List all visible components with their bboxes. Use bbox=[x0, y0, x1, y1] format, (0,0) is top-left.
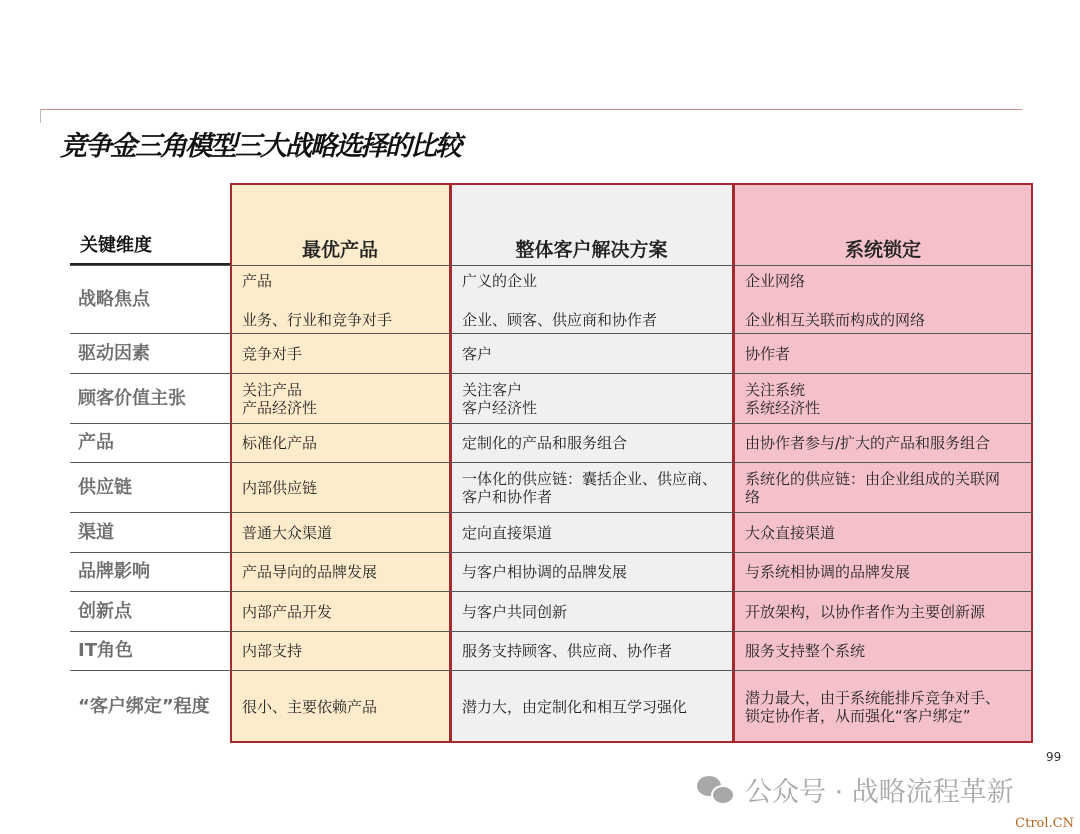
cell-line: 很小、主要依赖产品 bbox=[242, 697, 378, 716]
table-cell bbox=[733, 333, 1033, 373]
cell-line: 企业相互关联而构成的网络 bbox=[745, 311, 926, 329]
cell-line: 定向直接渠道 bbox=[462, 523, 553, 542]
slide-title: 竞争金三角模型三大战略选择的比较 bbox=[60, 131, 460, 162]
table-cell bbox=[230, 265, 450, 333]
row-label: 创新点 bbox=[70, 591, 230, 631]
cell-line: 潜力最大，由于系统能排斥竞争对手、 bbox=[745, 688, 1001, 707]
cell-line: 由协作者参与/扩大的产品和服务组合 bbox=[745, 434, 991, 452]
cell-line: 关注客户 bbox=[462, 380, 523, 399]
cell-line: 标准化产品 bbox=[242, 434, 318, 452]
table-cell bbox=[733, 512, 1033, 552]
cell-line: 锁定协作者，从而强化“客户绑定” bbox=[745, 706, 971, 725]
table-cell bbox=[230, 670, 450, 742]
cell-line: 产品经济性 bbox=[242, 398, 318, 417]
table-cell bbox=[230, 631, 450, 670]
cell-line: 内部支持 bbox=[242, 642, 303, 660]
cell-line: 企业、顾客、供应商和协作者 bbox=[462, 311, 658, 329]
table-cell bbox=[450, 333, 733, 373]
cell-line: 协作者 bbox=[745, 344, 791, 363]
table-cell bbox=[733, 462, 1033, 512]
watermark: Ctrol.CN bbox=[1015, 816, 1074, 831]
table-cell bbox=[450, 512, 733, 552]
column-header: 系统锁定 bbox=[844, 239, 921, 261]
cell-line: 系统化的供应链：由企业组成的关联网 bbox=[745, 469, 1001, 488]
cell-line: 内部供应链 bbox=[242, 478, 318, 497]
table-cell bbox=[733, 591, 1033, 631]
cell-line: 产品导向的品牌发展 bbox=[242, 563, 378, 581]
row-label: 品牌影响 bbox=[70, 552, 230, 591]
cell-line: 潜力大，由定制化和相互学习强化 bbox=[462, 697, 688, 716]
table-cell bbox=[733, 373, 1033, 423]
cell-line: 开放架构，以协作者作为主要创新源 bbox=[745, 602, 986, 621]
table-cell bbox=[230, 373, 450, 423]
row-label: 产品 bbox=[70, 423, 230, 462]
cell-line: 与客户共同创新 bbox=[462, 602, 568, 621]
cell-line: 普通大众渠道 bbox=[242, 523, 333, 542]
table-cell bbox=[230, 333, 450, 373]
cell-line: 产品 bbox=[242, 272, 273, 290]
column-header: 整体客户解决方案 bbox=[515, 239, 668, 261]
table-cell bbox=[450, 423, 733, 462]
page-number: 99 bbox=[1046, 750, 1062, 764]
cell-line: 络 bbox=[745, 487, 761, 506]
table-cell bbox=[450, 591, 733, 631]
row-label: 供应链 bbox=[70, 462, 230, 512]
cell-line: 广义的企业 bbox=[462, 272, 538, 290]
row-label: 驱动因素 bbox=[70, 333, 230, 373]
table-cell bbox=[733, 670, 1033, 742]
cell-line: 与客户相协调的品牌发展 bbox=[462, 563, 628, 581]
cell-line: 业务、行业和竞争对手 bbox=[242, 311, 393, 329]
cell-line: 定制化的产品和服务组合 bbox=[462, 434, 628, 452]
row-label: 渠道 bbox=[70, 512, 230, 552]
cell-line: 大众直接渠道 bbox=[745, 523, 836, 542]
comparison-table bbox=[70, 183, 1033, 743]
table-cell bbox=[230, 462, 450, 512]
footer-brand bbox=[697, 770, 1014, 809]
table-cell bbox=[450, 265, 733, 333]
cell-line: 与系统相协调的品牌发展 bbox=[745, 563, 911, 581]
cell-line: 客户 bbox=[462, 344, 493, 363]
table-cell bbox=[230, 591, 450, 631]
cell-line: 关注产品 bbox=[242, 380, 303, 399]
cell-line: 企业网络 bbox=[745, 272, 806, 290]
cell-line: 客户经济性 bbox=[462, 398, 538, 417]
top-rule-tick bbox=[40, 109, 41, 123]
table-cell bbox=[450, 552, 733, 591]
row-label: IT角色 bbox=[70, 631, 230, 670]
table-cell bbox=[733, 552, 1033, 591]
cell-line: 一体化的供应链：囊括企业、供应商、 bbox=[462, 469, 718, 488]
table-cell bbox=[230, 552, 450, 591]
table-cell bbox=[230, 423, 450, 462]
header-dimension: 关键维度 bbox=[70, 183, 230, 265]
table-cell bbox=[450, 670, 733, 742]
table-cell bbox=[733, 423, 1033, 462]
row-label: 战略焦点 bbox=[70, 265, 230, 333]
cell-line: 服务支持整个系统 bbox=[745, 642, 866, 660]
column-header: 最优产品 bbox=[301, 239, 378, 261]
table-cell bbox=[450, 631, 733, 670]
table-cell bbox=[450, 373, 733, 423]
table-cell bbox=[733, 631, 1033, 670]
cell-line: 服务支持顾客、供应商、协作者 bbox=[462, 642, 673, 660]
brand-text: 公众号 · 战略流程革新 bbox=[745, 777, 1014, 808]
table-cell bbox=[733, 265, 1033, 333]
table-cell bbox=[450, 462, 733, 512]
cell-line: 系统经济性 bbox=[745, 398, 821, 417]
cell-line: 客户和协作者 bbox=[462, 487, 553, 506]
table-cell bbox=[230, 512, 450, 552]
row-label: “客户绑定”程度 bbox=[70, 670, 230, 742]
cell-line: 竞争对手 bbox=[242, 344, 303, 363]
cell-line: 关注系统 bbox=[745, 380, 806, 399]
cell-line: 内部产品开发 bbox=[242, 602, 333, 621]
top-rule bbox=[40, 109, 1022, 110]
row-label: 顾客价值主张 bbox=[70, 373, 230, 423]
wechat-icon bbox=[697, 774, 737, 806]
